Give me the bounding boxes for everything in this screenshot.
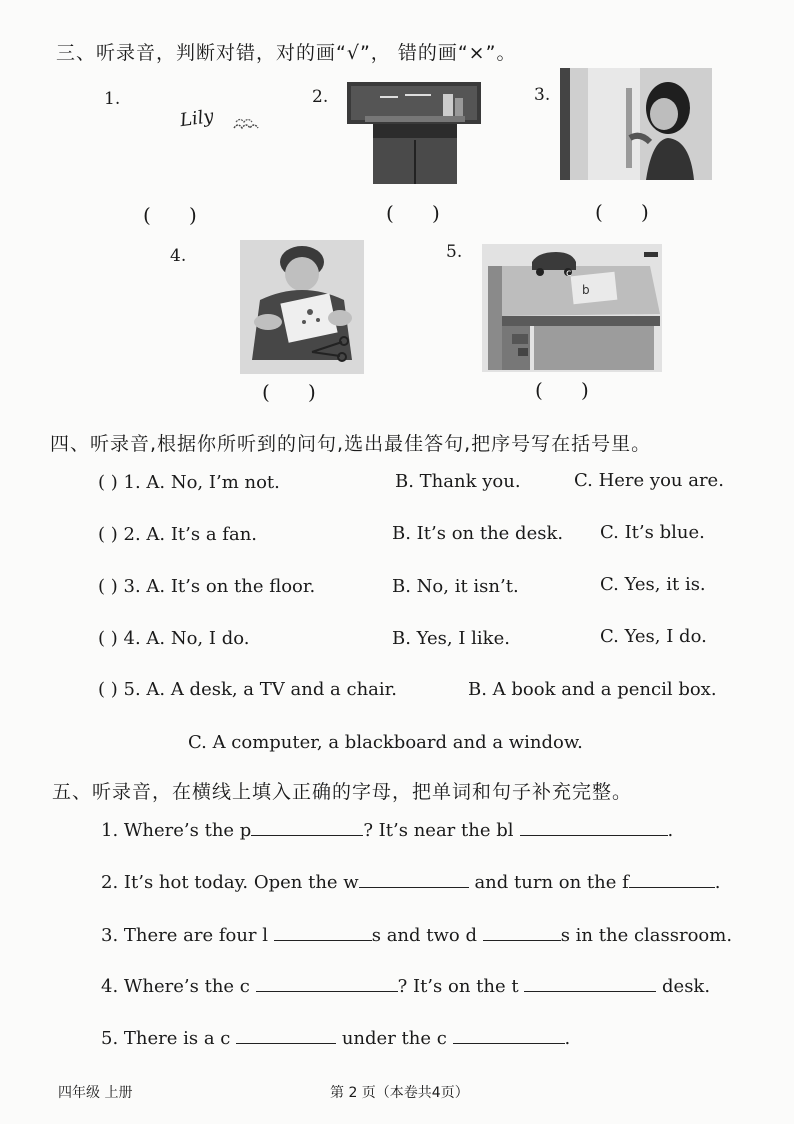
q2-option-a: ( ) 2. A. It’s a fan. — [98, 524, 258, 545]
item1-number: 1. — [104, 89, 121, 109]
item2-number: 2. — [312, 87, 329, 107]
answer-paren-4[interactable]: ( ) — [262, 380, 316, 404]
s2-part-b: and turn on the f — [468, 872, 629, 893]
item3-number: 3. — [534, 85, 551, 105]
blank-5a[interactable] — [236, 1042, 336, 1044]
blank-3b[interactable] — [483, 939, 561, 941]
q4-option-b: B. Yes, I like. — [392, 628, 510, 649]
s3-part-c: s in the classroom. — [560, 925, 733, 946]
q4-option-a: ( ) 4. A. No, I do. — [98, 628, 250, 649]
blank-4a[interactable] — [256, 990, 398, 992]
s1-part-a: 1. Where’s the p — [101, 820, 252, 841]
book-letter-label: b — [582, 283, 590, 297]
s5-part-b: under the c — [336, 1028, 453, 1049]
answer-paren-1[interactable]: ( ) — [143, 203, 197, 227]
fill-sentence-4 — [101, 976, 710, 997]
blank-2b[interactable] — [629, 886, 715, 888]
blank-1b[interactable] — [520, 834, 668, 836]
q2-option-b: B. It’s on the desk. — [392, 523, 564, 544]
blackboard-desk-picture — [345, 80, 483, 186]
s3-part-b: s and two d — [371, 925, 483, 946]
fill-sentence-1 — [101, 820, 673, 841]
scribble-icon — [232, 116, 264, 134]
car-letter-label: c — [566, 268, 572, 279]
footer-grade: 四年级 上册 — [58, 1085, 133, 1101]
blank-4b[interactable] — [524, 990, 656, 992]
blank-1a[interactable] — [251, 834, 363, 836]
fill-sentence-3 — [101, 925, 732, 946]
q4-option-c: C. Yes, I do. — [600, 626, 707, 647]
footer-page-number: 第 2 页（本卷共4页） — [330, 1085, 469, 1101]
girl-at-door-picture — [560, 68, 712, 180]
q3-option-a: ( ) 3. A. It’s on the floor. — [98, 576, 316, 597]
item5-number: 5. — [446, 242, 463, 262]
fill-sentence-5 — [101, 1028, 570, 1049]
boy-cutting-paper-picture — [240, 240, 364, 374]
q5-option-a: ( ) 5. A. A desk, a TV and a chair. — [98, 679, 398, 700]
blank-5b[interactable] — [453, 1042, 565, 1044]
blank-2a[interactable] — [359, 886, 469, 888]
q1-option-c: C. Here you are. — [574, 470, 724, 491]
q2-option-c: C. It’s blue. — [600, 522, 705, 543]
answer-paren-2[interactable]: ( ) — [386, 201, 440, 225]
fill-sentence-2 — [101, 872, 721, 893]
q3-option-b: B. No, it isn’t. — [392, 576, 519, 597]
section5-heading: 五、听录音，在横线上填入正确的字母，把单词和句子补充完整。 — [52, 781, 633, 803]
answer-paren-3[interactable]: ( ) — [595, 200, 649, 224]
s4-part-b: ? It’s on the t — [397, 976, 525, 997]
s4-part-a: 4. Where’s the c — [101, 976, 256, 997]
desk-with-car-picture — [482, 244, 662, 372]
q5-option-b: B. A book and a pencil box. — [468, 679, 717, 700]
q1-option-a: ( ) 1. A. No, I’m not. — [98, 472, 280, 493]
s1-part-c: . — [667, 820, 674, 841]
s5-part-c: . — [564, 1028, 571, 1049]
lily-handwriting: Lily — [178, 105, 215, 132]
s1-part-b: ? It’s near the bl — [363, 820, 514, 841]
q1-option-b: B. Thank you. — [395, 471, 521, 492]
s3-part-a: 3. There are four l — [101, 925, 274, 946]
item4-number: 4. — [170, 246, 187, 266]
q3-option-c: C. Yes, it is. — [600, 574, 706, 595]
s5-part-a: 5. There is a c — [101, 1028, 237, 1049]
s4-part-c: desk. — [656, 976, 711, 997]
answer-paren-5[interactable]: ( ) — [535, 378, 589, 402]
section3-heading: 三、听录音，判断对错，对的画“√”， 错的画“×”。 — [56, 42, 517, 64]
s2-part-c: . — [714, 872, 721, 893]
q5-option-c: C. A computer, a blackboard and a window. — [188, 732, 583, 753]
s2-part-a: 2. It’s hot today. Open the w — [101, 872, 359, 893]
blank-3a[interactable] — [274, 939, 372, 941]
section4-heading: 四、听录音,根据你所听到的问句,选出最佳答句,把序号写在括号里。 — [50, 433, 652, 455]
